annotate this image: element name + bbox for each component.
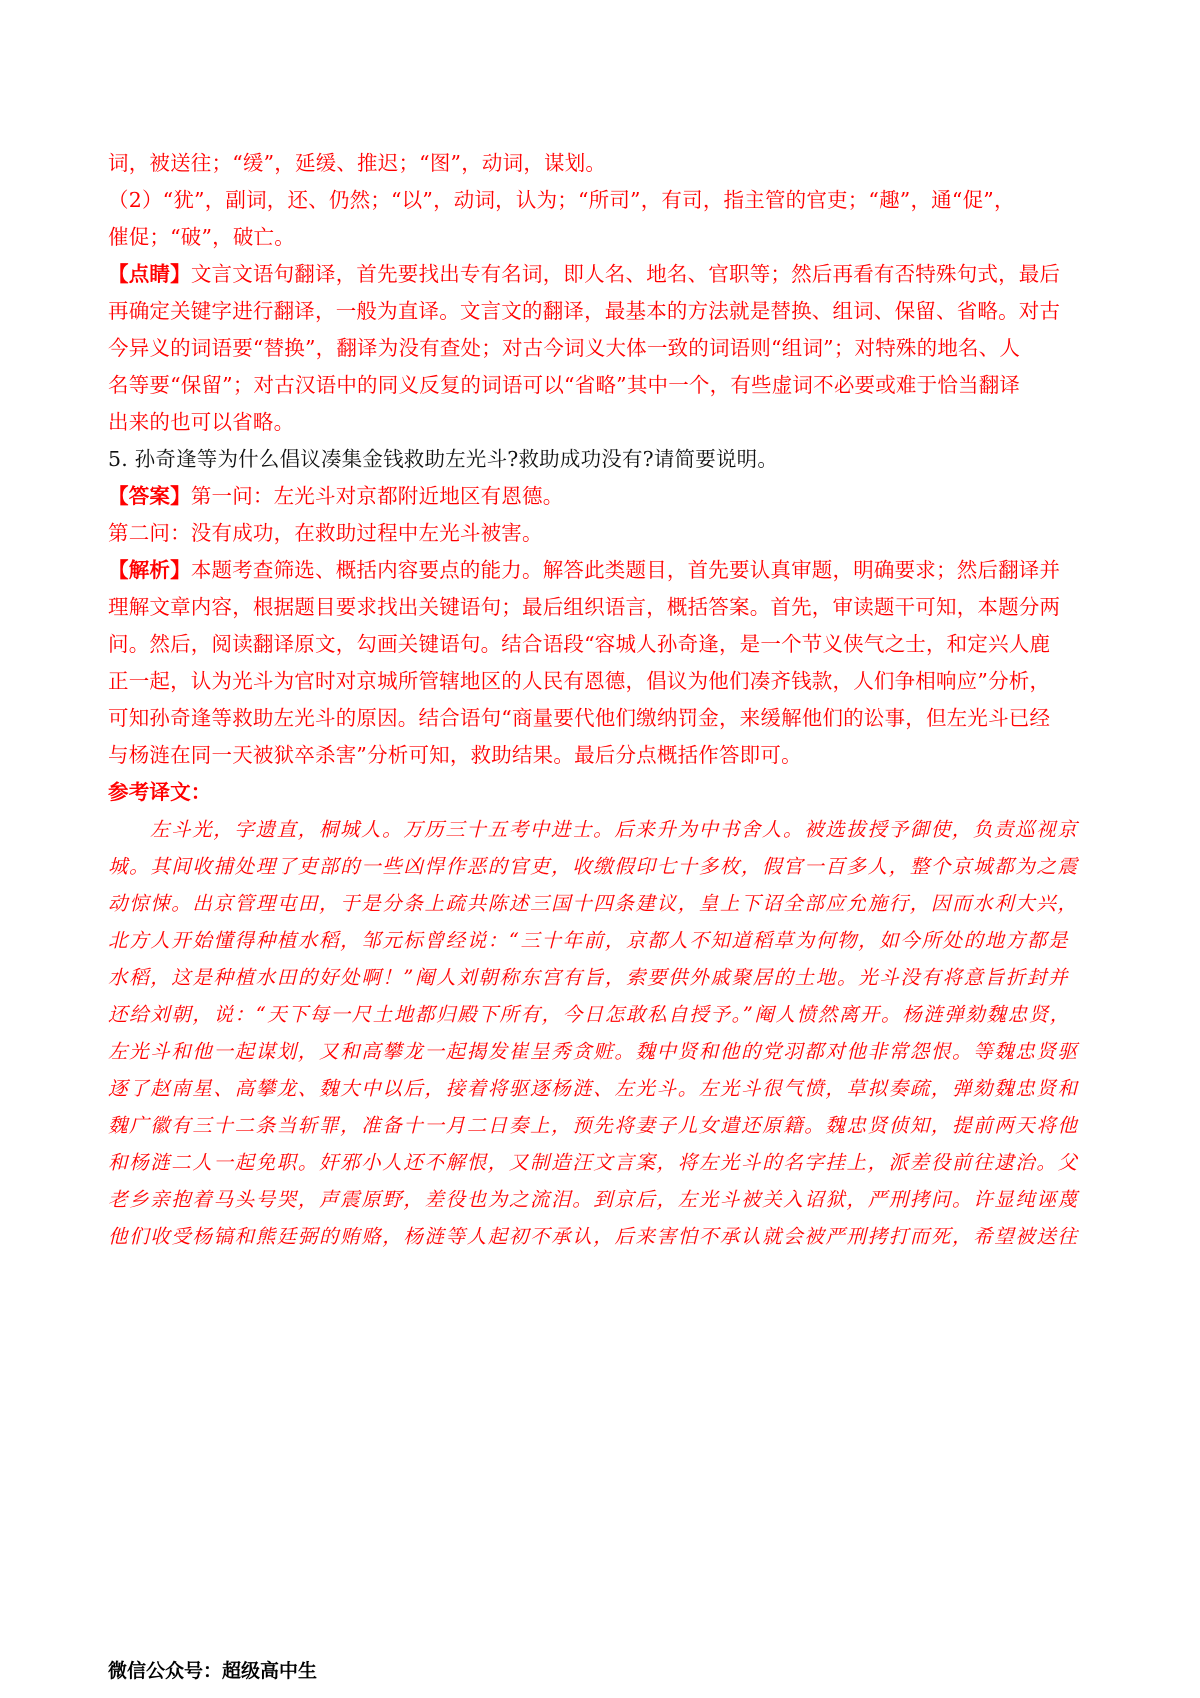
analysis-line-1 bbox=[108, 552, 1098, 589]
prev-note-line: 词，被送往；“缓”，延缓、推迟；“图”，动词，谋划。 bbox=[108, 151, 607, 175]
translation-body bbox=[108, 811, 1098, 1255]
translation-line: 动惊悚。出京管理屯田，于是分条上疏共陈述三国十四条建议，皇上下诏全部应允施行，因而水利大兴， bbox=[108, 892, 1079, 915]
dianjing-line-4: 名等要“保留”；对古汉语中的同义反复的词语可以“省略”其中一个，有些虚词不必要或难于恰当翻译 bbox=[108, 373, 1021, 397]
dianjing-line-2: 再确定关键字进行翻译，一般为直译。文言文的翻译，最基本的方法就是替换、组词、保留、省略。对古 bbox=[108, 299, 1061, 323]
note-item-2-line-2: 催促；“破”，破亡。 bbox=[108, 225, 295, 249]
question-5: 5. 孙奇逢等为什么倡议凑集金钱救助左光斗?救助成功没有?请简要说明。 bbox=[108, 447, 779, 471]
translation-line: 魏广徽有三十二条当斩罪，准备十一月二日奏上，预先将妻子儿女遣还原籍。魏忠贤侦知，提前两天将他 bbox=[108, 1114, 1079, 1137]
translation-line: 左光斗和他一起谋划，又和高攀龙一起揭发崔呈秀贪赃。魏中贤和他的党羽都对他非常怨恨。等魏忠贤驱 bbox=[108, 1040, 1079, 1063]
dianjing-tag: 【点睛】 bbox=[108, 262, 191, 286]
analysis-tag: 【解析】 bbox=[108, 558, 191, 582]
translation-line: 他们收受杨镐和熊廷弼的贿赂，杨涟等人起初不承认，后来害怕不承认就会被严刑拷打而死，希望被送往 bbox=[108, 1225, 1079, 1248]
translation-line: 水稻，这是种植水田的好处啊！”阉人刘朝称东宫有旨，索要供外戚聚居的土地。光斗没有将意旨折封并 bbox=[108, 966, 1070, 989]
translation-line: 逐了赵南星、高攀龙、魏大中以后，接着将驱逐杨涟、左光斗。左光斗很气愤，草拟奏疏，弹劾魏忠贤和 bbox=[108, 1077, 1079, 1100]
analysis-line-4: 正一起，认为光斗为官时对京城所管辖地区的人民有恩德，倡议为他们凑齐钱款，人们争相响应”分析， bbox=[108, 669, 1051, 693]
footer-wechat-account: 微信公众号：超级高中生 bbox=[108, 1660, 318, 1682]
dianjing-line-3: 今异义的词语要“替换”，翻译为没有查处；对古今词义大体一致的词语则“组词”；对特殊的地名、人 bbox=[108, 336, 1021, 360]
answer-tag: 【答案】 bbox=[108, 484, 191, 508]
answer-line-1 bbox=[108, 478, 1098, 515]
translation-line: 还给刘朝，说：“天下每一尺土地都归殿下所有，今日怎敢私自授予。”阉人愤然离开。杨涟弹劾魏忠贤， bbox=[108, 1003, 1071, 1026]
analysis-line-3: 问。然后，阅读翻译原文，勾画关键语句。结合语段“容城人孙奇逢，是一个节义侠气之士，和定兴人鹿 bbox=[108, 632, 1051, 656]
note-item-2-line-1: （2）“犹”，副词，还、仍然；“以”，动词，认为；“所司”，有司，指主管的官吏；“趣”，通“促”， bbox=[108, 188, 1015, 212]
analysis-text-1: 本题考查筛选、概括内容要点的能力。解答此类题目，首先要认真审题，明确要求；然后翻译并 bbox=[190, 558, 1061, 582]
analysis-line-6: 与杨涟在同一天被狱卒杀害”分析可知，救助结果。最后分点概括作答即可。 bbox=[108, 743, 802, 767]
answer-line-2: 第二问：没有成功，在救助过程中左光斗被害。 bbox=[108, 521, 543, 545]
translation-line: 城。其间收捕处理了吏部的一些凶悍作恶的官吏，收缴假印七十多枚，假官一百多人，整个京城都为之震 bbox=[108, 855, 1079, 878]
translation-heading: 参考译文： bbox=[108, 780, 212, 804]
document-body bbox=[108, 145, 1098, 1255]
analysis-line-5: 可知孙奇逢等救助左光斗的原因。结合语句“商量要代他们缴纳罚金，来缓解他们的讼事，但左光斗已经 bbox=[108, 706, 1051, 730]
dianjing-line-5: 出来的也可以省略。 bbox=[108, 410, 295, 434]
analysis-line-2: 理解文章内容，根据题目要求找出关键语句；最后组织语言，概括答案。首先，审读题干可知，本题分两 bbox=[108, 595, 1061, 619]
translation-line: 北方人开始懂得种植水稻，邹元标曾经说：“三十年前，京都人不知道稻草为何物，如今所处的地方都是 bbox=[108, 929, 1070, 952]
dianjing-text-1: 文言文语句翻译，首先要找出专有名词，即人名、地名、官职等；然后再看有否特殊句式，最后 bbox=[190, 262, 1061, 286]
translation-line: 老乡亲抱着马头号哭，声震原野，差役也为之流泪。到京后，左光斗被关入诏狱，严刑拷问。许显纯诬蔑 bbox=[108, 1188, 1079, 1211]
translation-line: 和杨涟二人一起免职。奸邪小人还不解恨，又制造汪文言案，将左光斗的名字挂上，派差役前往逮治。父 bbox=[108, 1151, 1079, 1174]
answer-text-1: 第一问：左光斗对京都附近地区有恩德。 bbox=[190, 484, 564, 508]
dianjing-line-1 bbox=[108, 256, 1098, 293]
translation-line: 左斗光，字遗直，桐城人。万历三十五考中进士。后来升为中书舍人。被选拔授予御使，负责巡视京 bbox=[150, 818, 1079, 841]
